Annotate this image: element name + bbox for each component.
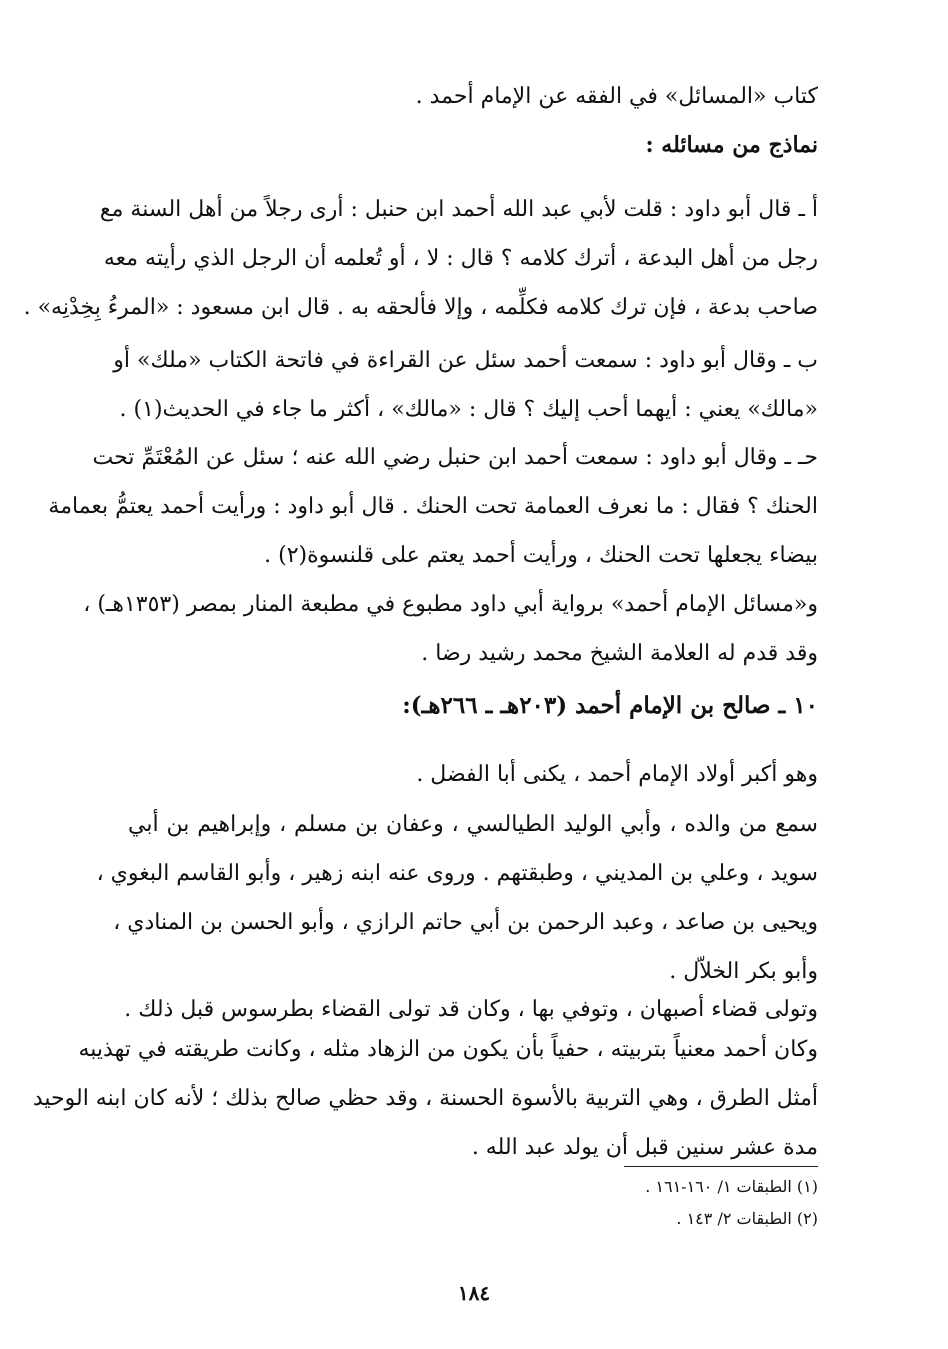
intro-block	[128, 72, 818, 170]
para-heard-line: ويحيى بن صاعد ، وعبد الرحمن بن أبي حاتم الرازي ، وأبو الحسن بن المنادي ،	[113, 910, 818, 935]
intro-line: كتاب «المسائل» في الفقه عن الإمام أحمد .	[415, 84, 818, 109]
item-c-line: بيضاء يجعلها تحت الحنك ، ورأيت أحمد يعتم على قلنسوة(٢) .	[264, 543, 818, 568]
footnote-1: (١) الطبقات ١/ ١٦٠-١٦١ .	[645, 1177, 818, 1196]
item-a-line: رجل من أهل البدعة ، أترك كلامه ؟ قال : لا ، أو تُعلمه أن الرجل الذي رأيته معه	[103, 246, 818, 271]
item-b	[113, 336, 818, 434]
para-care	[32, 1025, 818, 1172]
item-a-line: أ ـ قال أبو داود : قلت لأبي عبد الله أحمد ابن حنبل : أرى رجلاً من أهل السنة مع	[99, 197, 818, 222]
footnote-2: (٢) الطبقات ٢/ ١٤٣ .	[676, 1209, 818, 1228]
para-eldest-line: وهو أكبر أولاد الإمام أحمد ، يكنى أبا الفضل .	[416, 762, 818, 787]
page-number: ١٨٤	[457, 1281, 491, 1305]
para-care-line: مدة عشر سنين قبل أن يولد عبد الله .	[471, 1135, 818, 1160]
item-a	[23, 185, 818, 332]
samples-heading: نماذج من مسائله :	[645, 132, 818, 158]
section-heading: ١٠ ـ صالح بن الإمام أحمد (٢٠٣هـ ـ ٢٦٦هـ):	[402, 692, 818, 719]
para-heard-line: سمع من والده ، وأبي الوليد الطيالسي ، وعفان بن مسلم ، وإبراهيم بن أبي	[128, 812, 818, 837]
print-note-line: وقد قدم له العلامة الشيخ محمد رشيد رضا .	[421, 641, 818, 666]
para-care-line: أمثل الطرق ، وهي التربية بالأسوة الحسنة ، وقد حظي صالح بذلك ؛ لأنه كان ابنه الوحيد	[32, 1086, 818, 1111]
item-b-line: «مالك» يعني : أيهما أحب إليك ؟ قال : «مالك» ، أكثر ما جاء في الحديث(١) .	[119, 397, 818, 422]
item-b-line: ب ـ وقال أبو داود : سمعت أحمد سئل عن القراءة في فاتحة الكتاب «ملك» أو	[113, 348, 818, 373]
item-c	[48, 433, 818, 580]
item-c-line: الحنك ؟ فقال : ما نعرف العمامة تحت الحنك . قال أبو داود : ورأيت أحمد يعتمُّ بعمامة	[48, 494, 818, 519]
para-heard	[96, 800, 818, 996]
para-heard-line: وأبو بكر الخلاّل .	[669, 959, 818, 984]
print-note-line: و«مسائل الإمام أحمد» برواية أبي داود مطبوع في مطبعة المنار بمصر (١٣٥٣هـ) ،	[83, 592, 818, 617]
para-eldest	[128, 750, 818, 799]
item-c-line: حـ ـ وقال أبو داود : سمعت أحمد ابن حنبل رضي الله عنه ؛ سئل عن المُعْتَمِّ تحت	[92, 445, 818, 470]
print-note	[83, 580, 818, 678]
para-care-line: وكان أحمد معنياً بتربيته ، حفياً بأن يكون من الزهاد مثله ، وكانت طريقته في تهذيبه	[78, 1037, 818, 1062]
footnote-divider	[624, 1166, 818, 1167]
item-a-line: صاحب بدعة ، فإن ترك كلامه فكلِّمه ، وإلا فألحقه به . قال ابن مسعود : «المرءُ بِخِدْنِه» .	[23, 295, 818, 320]
para-heard-line: سويد ، وعلي بن المديني ، وطبقتهم . وروى عنه ابنه زهير ، وأبو القاسم البغوي ،	[96, 861, 818, 886]
para-judge-line: وتولى قضاء أصبهان ، وتوفي بها ، وكان قد تولى القضاء بطرسوس قبل ذلك .	[124, 997, 818, 1022]
